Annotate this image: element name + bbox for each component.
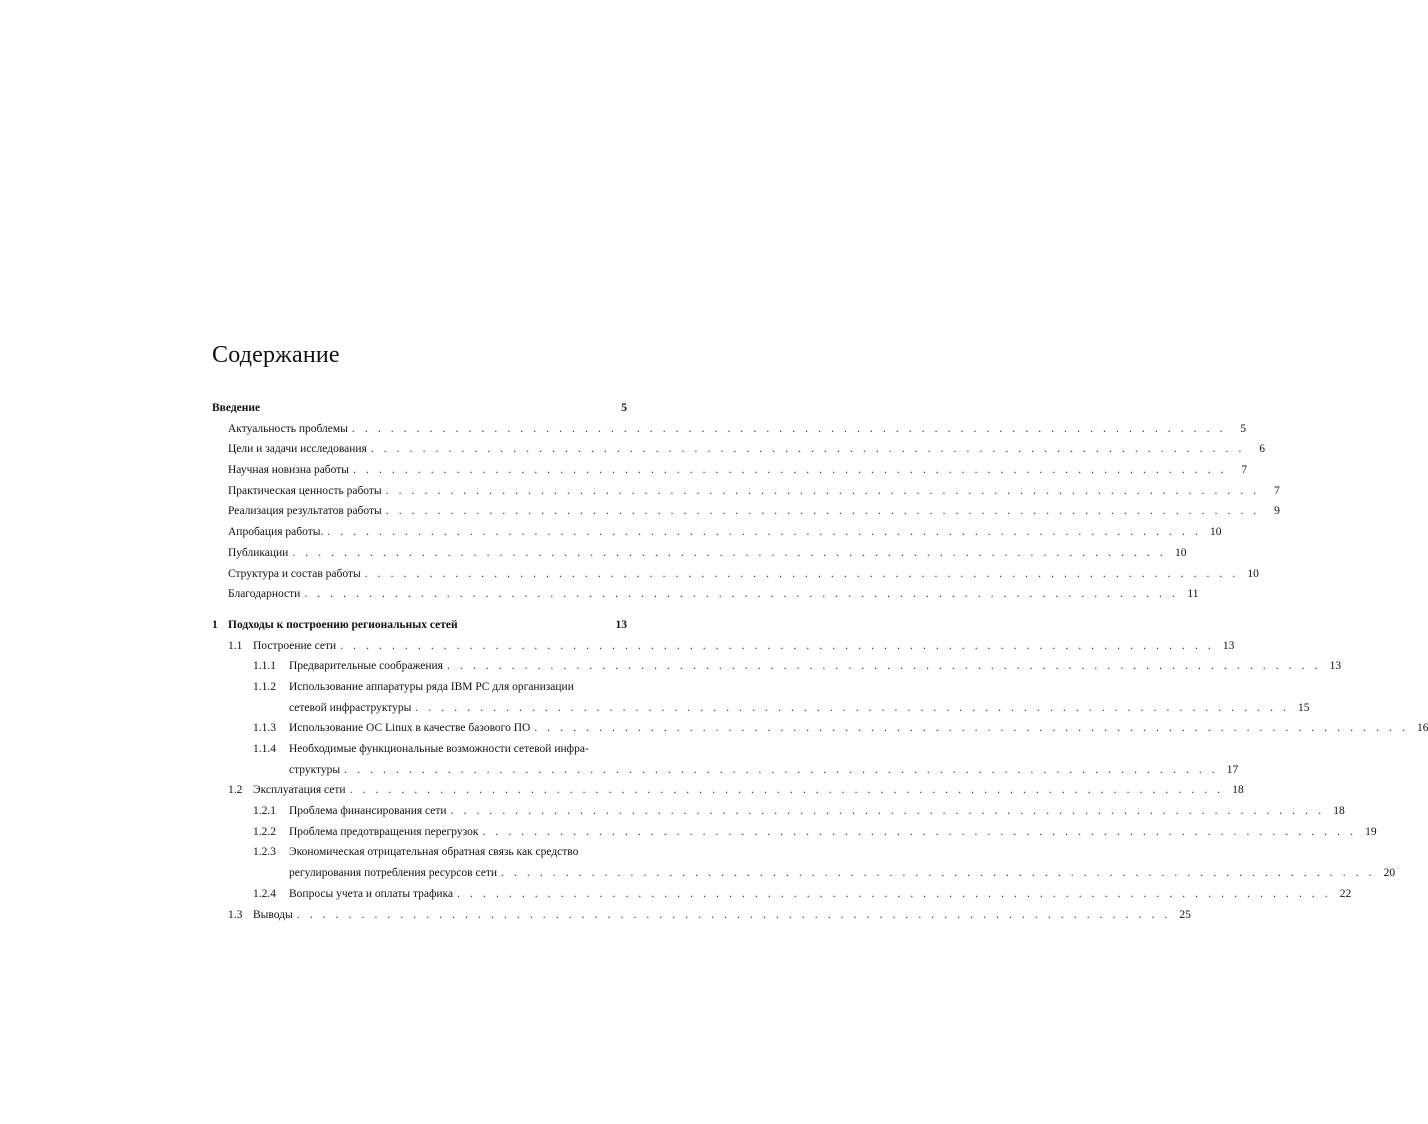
toc-entry-title: Практическая ценность работы: [228, 484, 382, 497]
toc-entry-subsection[interactable]: [212, 739, 627, 760]
toc-entry-number: 1: [212, 618, 218, 631]
toc-entry-subsection[interactable]: [212, 677, 627, 698]
dot-leader: [353, 460, 1227, 481]
toc-entry-title: Цели и задачи исследования: [228, 443, 367, 456]
toc-entry-title: Проблема предотвращения перегрузок: [289, 825, 479, 838]
dot-leader: [457, 884, 1331, 905]
toc-entry-title-continued: сетевой инфраструктуры: [289, 701, 412, 714]
toc-entry-page: 5: [621, 402, 627, 414]
toc-entry-title: Апробация работы.: [228, 526, 324, 539]
toc-entry-number: 1.2.3: [253, 846, 276, 859]
dot-leader: [344, 760, 1218, 781]
toc-entry-number: 1.1.2: [253, 680, 276, 693]
toc-entry-title: Структура и состав работы: [228, 567, 361, 580]
dot-leader: [292, 543, 1166, 564]
dot-leader: [386, 481, 1260, 502]
toc-entry-section[interactable]: [212, 522, 1222, 543]
toc-entry-page: 20: [1383, 867, 1396, 880]
toc-entry-number: 1.1.3: [253, 722, 276, 735]
table-of-contents: [212, 398, 1428, 925]
toc-entry-page: 13: [615, 618, 627, 631]
toc-entry-page: 10: [1209, 526, 1222, 539]
toc-entry-page: 18: [1333, 805, 1345, 818]
toc-entry-section[interactable]: [212, 481, 1280, 502]
toc-entry-section[interactable]: [212, 419, 1247, 440]
toc-entry-number: 1.2.2: [253, 825, 276, 838]
toc-entry-title: Эксплуатация сети: [253, 784, 346, 797]
toc-entry-number: 1.3: [228, 908, 243, 921]
toc-entry-section[interactable]: [212, 543, 1187, 564]
dot-leader: [340, 636, 1214, 657]
dot-leader: [327, 522, 1201, 543]
toc-entry-page: 15: [1298, 701, 1310, 714]
toc-entry-subsection[interactable]: [212, 842, 627, 863]
toc-entry-section[interactable]: [212, 905, 1191, 926]
dot-leader: [350, 780, 1224, 801]
dot-leader: [304, 584, 1178, 605]
toc-entry-chapter[interactable]: [212, 615, 627, 636]
toc-entry-page: 6: [1259, 443, 1265, 456]
toc-entry-title: Актуальность проблемы: [228, 422, 348, 435]
toc-entry-number: 1.1: [228, 639, 243, 652]
toc-entry-page: 25: [1179, 908, 1191, 921]
toc-entry-section[interactable]: [212, 780, 1244, 801]
dot-leader: [447, 656, 1321, 677]
toc-entry-page: 19: [1365, 825, 1377, 838]
toc-entry-title: Использование ОС Linux в качестве базового ПО: [289, 722, 531, 735]
toc-entry-title: Необходимые функциональные возможности сетевой инфра-: [289, 743, 589, 755]
toc-entry-section[interactable]: [212, 584, 1199, 605]
toc-entry-subsection[interactable]: [212, 656, 1342, 677]
toc-entry-page: 7: [1241, 464, 1248, 477]
dot-leader: [534, 718, 1408, 739]
toc-entry-title: Подходы к построению региональных сетей: [228, 618, 458, 631]
toc-entry-section[interactable]: [212, 564, 1259, 585]
toc-entry-number: 1.2.4: [253, 887, 276, 900]
toc-entry-title: Введение: [212, 402, 261, 414]
toc-entry-page: 18: [1232, 784, 1244, 797]
page-title: Содержание: [212, 342, 340, 368]
toc-entry-title: Построение сети: [253, 639, 337, 652]
toc-entry-title: Научная новизна работы: [228, 464, 350, 477]
toc-entry-section[interactable]: [212, 439, 1265, 460]
toc-entry-page: 10: [1247, 567, 1259, 580]
toc-entry-title: Выводы: [253, 908, 293, 921]
dot-leader: [501, 863, 1375, 884]
dot-leader: [297, 905, 1171, 926]
dot-leader: [352, 419, 1226, 440]
toc-entry-title: Использование аппаратуры ряда IBM PC для организации: [289, 680, 574, 693]
toc-entry-page: 11: [1187, 588, 1199, 601]
toc-entry-title: Публикации: [228, 546, 289, 559]
toc-entry-section[interactable]: [212, 636, 1235, 657]
toc-entry-section[interactable]: [212, 501, 1280, 522]
toc-entry-number: 1.1.4: [253, 743, 276, 755]
dot-leader: [482, 822, 1356, 843]
toc-entry-continuation[interactable]: [212, 760, 1239, 781]
toc-entry-title: Предварительные соображения: [289, 660, 443, 673]
toc-entry-subsection[interactable]: [212, 884, 1352, 905]
toc-entry-title: Проблема финансирования сети: [289, 805, 447, 818]
toc-entry-subsection[interactable]: [212, 801, 1345, 822]
dot-leader: [451, 801, 1325, 822]
toc-entry-page: 10: [1174, 546, 1187, 559]
toc-entry-title-continued: структуры: [289, 763, 341, 776]
toc-entry-subsection[interactable]: [212, 718, 1428, 739]
toc-entry-page: 5: [1240, 422, 1247, 435]
toc-entry-page: 17: [1226, 763, 1239, 776]
toc-entry-number: 1.2.1: [253, 805, 276, 818]
toc-entry-title-continued: регулирования потребления ресурсов сети: [289, 867, 497, 880]
dot-leader: [365, 564, 1239, 585]
toc-entry-chapter[interactable]: [212, 398, 627, 419]
toc-entry-number: 1.2: [228, 784, 243, 797]
toc-entry-title: Благодарности: [228, 588, 301, 601]
toc-entry-continuation[interactable]: [212, 698, 1310, 719]
dot-leader: [415, 698, 1289, 719]
toc-entry-page: 7: [1274, 484, 1280, 497]
toc-entry-number: 1.1.1: [253, 660, 276, 673]
toc-entry-continuation[interactable]: [212, 863, 1396, 884]
dot-leader: [386, 501, 1260, 522]
toc-entry-title: Вопросы учета и оплаты трафика: [289, 887, 454, 900]
toc-entry-page: 9: [1274, 505, 1280, 518]
toc-entry-page: 22: [1339, 887, 1352, 900]
toc-entry-page: 13: [1329, 660, 1342, 673]
toc-entry-page: 13: [1222, 639, 1235, 652]
toc-entry-title: Экономическая отрицательная обратная связь как средство: [289, 846, 579, 859]
toc-entry-title: Реализация результатов работы: [228, 505, 382, 518]
dot-leader: [371, 439, 1245, 460]
toc-entry-section[interactable]: [212, 460, 1248, 481]
toc-entry-subsection[interactable]: [212, 822, 1377, 843]
toc-entry-page: 16: [1416, 722, 1428, 735]
